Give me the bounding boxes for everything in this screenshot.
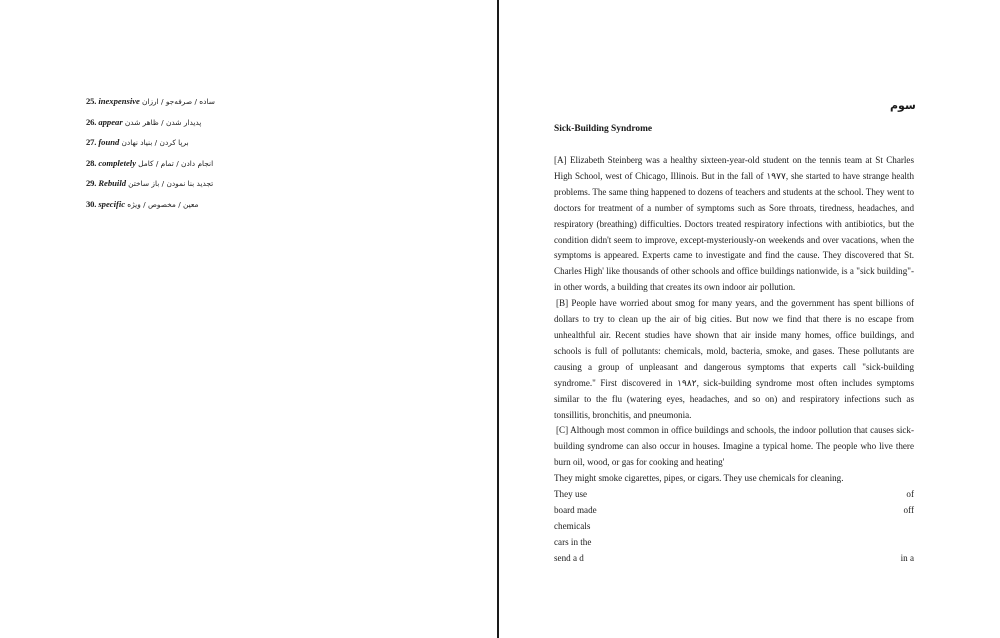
paragraph-b: [B] People have worried about smog for many years, and the government has spent billions of dollars to try to clean up the air of big cities. But now we find that there is no escape from unhealthful air. Recent studies have shown that air inside many homes, office buildings, and schools is full of pollutants: chemicals, mold, bacteria, smoke, and gases. These pollutants are causing a group of unpleasant and dangerous symptoms that experts call "sick-building syndrome." First discovered in ۱۹۸۲, sick-building syndrome most often includes symptoms similar to the flu (watering eyes, headaches, and so on) and respiratory infections such as tonsillitis, bronchitis, and pneumonia.	[554, 298, 914, 420]
article-title: Sick-Building Syndrome	[554, 124, 653, 134]
vocab-meaning: برپا کردن / بنیاد نهادن	[121, 138, 189, 148]
truncated-line	[554, 487, 914, 503]
truncated-line-start: send a d	[554, 552, 584, 563]
vocab-list	[86, 93, 246, 217]
vocab-word: completely	[98, 157, 137, 168]
vocab-item	[86, 196, 246, 217]
vocab-meaning: ساده / صرفه‌جو / ارزان	[142, 97, 215, 106]
vocab-number: 25.	[86, 96, 97, 106]
vocab-number: 28.	[86, 157, 97, 168]
vocab-word: found	[98, 137, 120, 148]
truncated-line	[554, 503, 914, 519]
vocab-meaning: معین / مخصوص / ویژه	[127, 199, 199, 209]
paragraph-c-continued: They might smoke cigarettes, pipes, or cigars. They use chemicals for cleaning.	[554, 473, 844, 484]
vocab-number: 27.	[86, 137, 97, 148]
vocab-item	[86, 114, 246, 135]
vocab-meaning: تجدید بنا نمودن / باز ساختن	[128, 179, 214, 189]
truncated-line-end: of	[906, 489, 914, 500]
truncated-line-start: cars in the	[554, 536, 592, 547]
vocab-word: appear	[98, 116, 123, 127]
article-body	[554, 153, 914, 566]
vocab-number: 29.	[86, 178, 97, 189]
vocab-item	[86, 134, 246, 155]
chapter-heading: سوم	[890, 99, 916, 112]
truncated-line	[554, 535, 914, 551]
truncated-line-end: off	[903, 504, 914, 515]
vocab-meaning: پدیدار شدن / ظاهر شدن	[124, 117, 202, 127]
truncated-line-start: board made	[554, 504, 597, 515]
truncated-line-start: chemicals	[554, 520, 591, 531]
vocab-item	[86, 175, 246, 196]
left-page	[0, 0, 497, 638]
truncated-line-end: in a	[900, 552, 914, 563]
paragraph-c: [C] Although most common in office buildings and schools, the indoor pollution that causes sick-building syndrome can also occur in houses. Imagine a typical home. The people who live there burn oil, wood, or gas for cooking and heating'	[554, 425, 914, 468]
vocab-item	[86, 93, 246, 114]
vocab-item	[86, 155, 246, 176]
vocab-word: Rebuild	[98, 178, 127, 189]
vocab-word: inexpensive	[98, 96, 140, 106]
vocab-number: 26.	[86, 116, 97, 127]
truncated-line	[554, 551, 914, 567]
truncated-line	[554, 519, 914, 535]
paragraph-a: [A] Elizabeth Steinberg was a healthy sixteen-year-old student on the tennis team at St Charles High School, west of Chicago, Illinois. But in the fall of ۱۹۷۷, she started to have strange health problems. The same thing happened to dozens of teachers and students at the school. They went to doctors for treatment of a number of symptoms such as Sore throats, tiredness, headaches, and respiratory (breathing) difficulties. Doctors treated respiratory infections with antibiotics, but the condition didn't seem to improve, except-mysteriously-on weekends and over vacations, when the symptoms is appeared. Experts came to investigate and find the cause. They discovered that St. Charles High' like thousands of other schools and office buildings nationwide, is a "sick building"-in other words, a building that creates its own indoor air pollution.	[554, 155, 914, 293]
truncated-line-start: They use	[554, 489, 588, 500]
vocab-meaning: انجام دادن / تمام / کامل	[138, 158, 214, 168]
vocab-word: specific	[98, 198, 126, 209]
vocab-number: 30.	[86, 198, 97, 209]
